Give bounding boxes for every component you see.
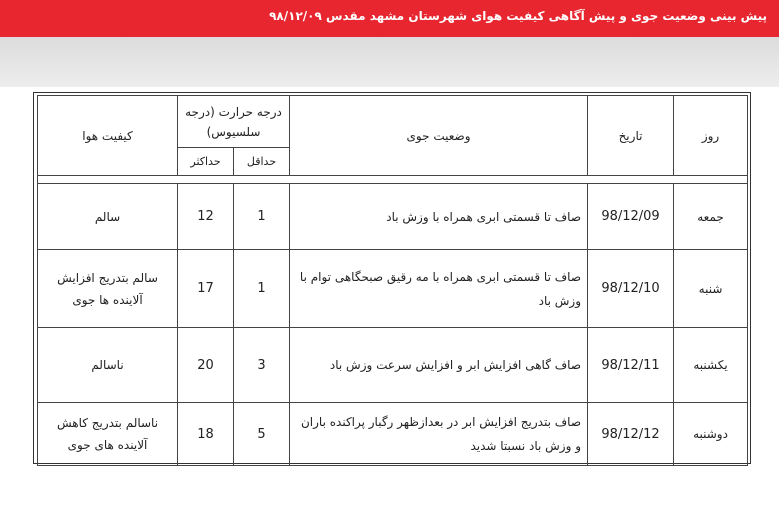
max-temp-cell: 17 bbox=[178, 250, 234, 328]
max-temp-cell: 18 bbox=[178, 403, 234, 466]
air-quality-cell: سالم بتدریج افزایش آلاینده ها جوی bbox=[38, 250, 178, 328]
condition-cell: صاف بتدریج افزایش ابر در بعدازظهر رگبار پراکنده باران و وزش باد نسبتا شدید bbox=[290, 403, 588, 466]
table-row bbox=[38, 328, 748, 403]
table-row bbox=[38, 250, 748, 328]
condition-cell: صاف تا قسمتی ابری همراه با مه رقیق صبحگاهی توام با وزش باد bbox=[290, 250, 588, 328]
air-quality-cell: ناسالم بتدریج کاهش آلاینده های جوی bbox=[38, 403, 178, 466]
header-band bbox=[0, 37, 779, 87]
air-quality-cell: سالم bbox=[38, 184, 178, 250]
header-day: روز bbox=[674, 96, 748, 176]
date-cell: 98/12/10 bbox=[588, 250, 674, 328]
weather-forecast-table bbox=[37, 95, 748, 466]
air-quality-cell: ناسالم bbox=[38, 328, 178, 403]
min-temp-cell: 1 bbox=[234, 184, 290, 250]
title-bar bbox=[0, 0, 779, 37]
header-condition: وضعیت جوی bbox=[290, 96, 588, 176]
header-min: حداقل bbox=[234, 148, 290, 176]
table-row bbox=[38, 184, 748, 250]
date-cell: 98/12/09 bbox=[588, 184, 674, 250]
day-cell: دوشنبه bbox=[674, 403, 748, 466]
page-title: پیش بینی وضعیت جوی و پیش آگاهی کیفیت هوای شهرستان مشهد مقدس ۹۸/۱۲/۰۹ bbox=[269, 9, 767, 23]
day-cell: یکشنبه bbox=[674, 328, 748, 403]
condition-cell: صاف تا قسمتی ابری همراه با وزش باد bbox=[290, 184, 588, 250]
max-temp-cell: 20 bbox=[178, 328, 234, 403]
day-cell: شنبه bbox=[674, 250, 748, 328]
header-date: تاریخ bbox=[588, 96, 674, 176]
min-temp-cell: 5 bbox=[234, 403, 290, 466]
header-temperature: درجه حرارت (درجه سلسیوس) bbox=[178, 96, 290, 148]
header-max: حداکثر bbox=[178, 148, 234, 176]
table-row bbox=[38, 403, 748, 466]
header-air-quality: کیفیت هوا bbox=[38, 96, 178, 176]
header-row bbox=[38, 96, 748, 148]
header-spacer bbox=[38, 176, 748, 184]
condition-cell: صاف گاهی افزایش ابر و افزایش سرعت وزش باد bbox=[290, 328, 588, 403]
date-cell: 98/12/12 bbox=[588, 403, 674, 466]
date-cell: 98/12/11 bbox=[588, 328, 674, 403]
max-temp-cell: 12 bbox=[178, 184, 234, 250]
min-temp-cell: 1 bbox=[234, 250, 290, 328]
min-temp-cell: 3 bbox=[234, 328, 290, 403]
day-cell: جمعه bbox=[674, 184, 748, 250]
